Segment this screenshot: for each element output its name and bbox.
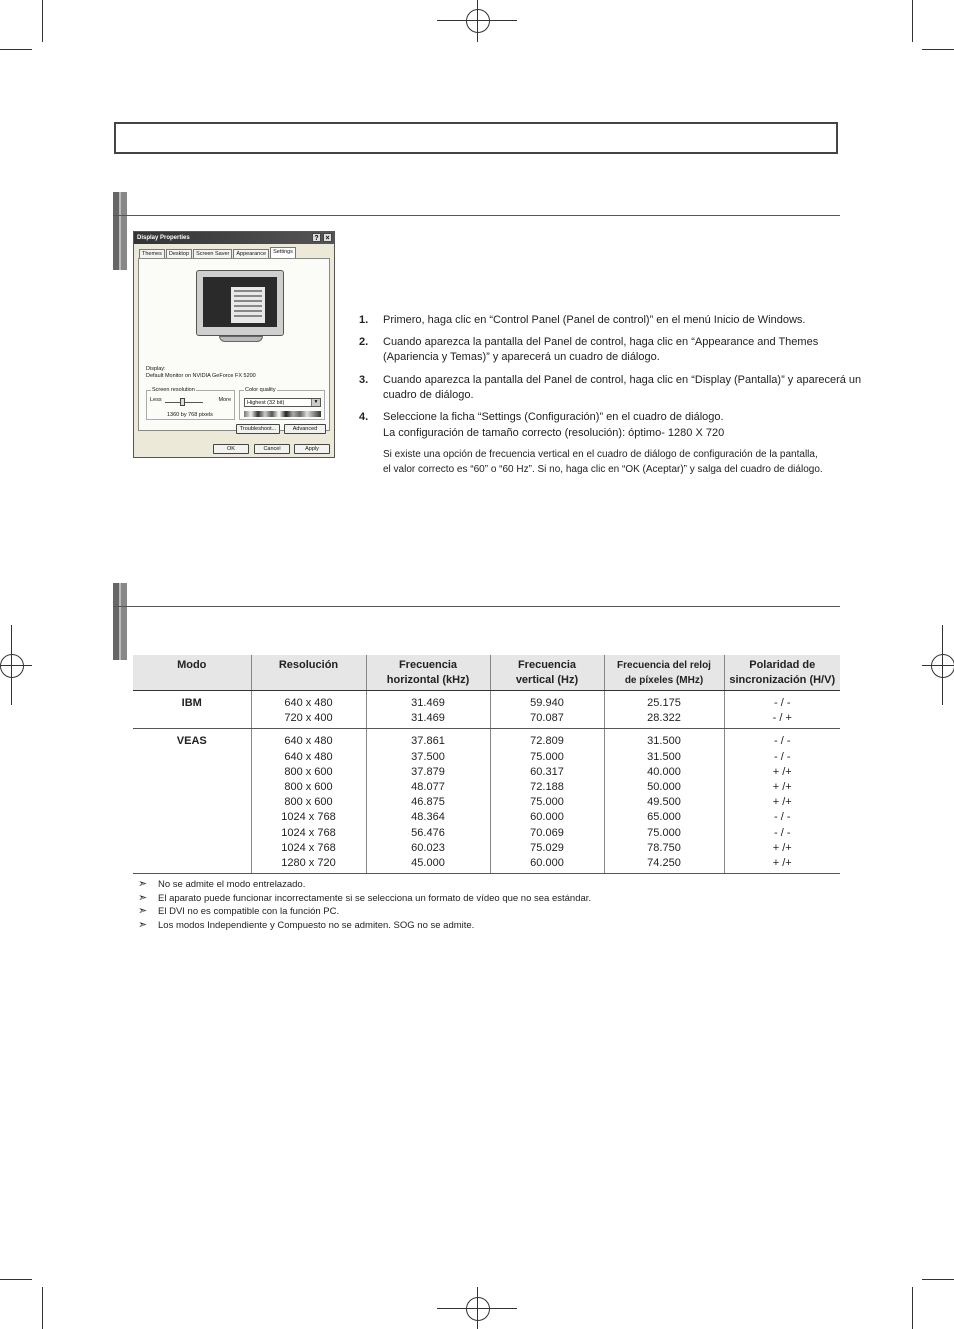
step-number: 1. xyxy=(359,314,369,326)
mode-cell: VEAS xyxy=(133,729,251,874)
color-group-label: Color quality xyxy=(245,387,276,393)
polarity-value: - / + xyxy=(772,712,792,725)
color-quality-select[interactable] xyxy=(244,398,321,407)
step-number: 4. xyxy=(359,411,369,423)
hfreq-value: 37.879 xyxy=(411,765,445,778)
pixclk-value: 25.175 xyxy=(647,697,681,709)
display-label: Display: xyxy=(146,366,166,372)
pixclk-value: 31.500 xyxy=(647,750,681,763)
screen-resolution-group xyxy=(146,387,235,420)
resolution-value: 1024 x 768 xyxy=(281,811,336,824)
pixclk-value: 78.750 xyxy=(647,841,681,854)
page-title-box xyxy=(114,122,838,154)
cancel-button[interactable]: Cancel xyxy=(254,444,290,454)
resolution-slider-thumb[interactable] xyxy=(180,398,185,406)
resolution-value: 640 x 480 xyxy=(284,750,333,763)
col-header-pixclk: Frecuencia del reloj de píxeles (MHz) xyxy=(604,655,724,691)
arrow-bullet-icon: ➣ xyxy=(138,891,148,904)
polarity-value: + /+ xyxy=(772,796,792,809)
tab-screen-saver[interactable]: Screen Saver xyxy=(193,249,232,258)
display-modes-table xyxy=(133,655,840,874)
footnote-text: Los modos Independiente y Compuesto no se admiten. SOG no se admite. xyxy=(158,920,475,932)
resolution-value: 1024 x 768 xyxy=(281,826,336,839)
polarity-cell xyxy=(724,691,840,729)
monitor-icon xyxy=(196,270,284,336)
footnote xyxy=(138,892,591,905)
section-bar-2 xyxy=(113,583,127,660)
polarity-value: - / - xyxy=(774,811,791,824)
table-header-row xyxy=(133,655,840,691)
step-text: Primero, haga clic en “Control Panel (Panel de control)” en el menú Inicio de Windows. xyxy=(383,314,806,326)
monitor-stand xyxy=(219,336,263,342)
resolution-value: 1280 x 720 xyxy=(281,857,336,870)
col-header-resolution: Resolución xyxy=(251,655,366,691)
color-quality-value: Highest (32 bit) xyxy=(247,400,285,406)
polarity-value: - / - xyxy=(774,735,791,748)
col-header-vfreq: Frecuencia vertical (Hz) xyxy=(490,655,604,691)
advanced-button[interactable]: Advanced xyxy=(284,424,326,434)
tab-desktop[interactable]: Desktop xyxy=(166,249,192,258)
arrow-bullet-icon: ➣ xyxy=(138,878,148,890)
step-text: Cuando aparezca la pantalla del Panel de control, haga clic en “Display (Pantalla)” y aparecerá un cuadro de diálogo. xyxy=(383,374,862,401)
pixclk-value: 74.250 xyxy=(647,857,681,870)
less-label: Less xyxy=(150,397,162,403)
hfreq-value: 46.875 xyxy=(411,796,445,809)
polarity-value: + /+ xyxy=(772,765,792,778)
footnote-text: El aparato puede funcionar incorrectamente si se selecciona un formato de vídeo que no sea estándar. xyxy=(158,892,592,904)
resolution-value: 800 x 600 xyxy=(284,765,333,778)
hfreq-value: 37.861 xyxy=(411,735,445,748)
pixclk-value: 50.000 xyxy=(647,781,681,794)
col-header-hfreq: Frecuencia horizontal (kHz) xyxy=(366,655,490,691)
hfreq-value: 31.469 xyxy=(411,697,445,709)
resolution-value: 1024 x 768 xyxy=(281,841,336,854)
apply-button[interactable]: Apply xyxy=(294,444,330,454)
hfreq-value: 45.000 xyxy=(411,857,445,870)
pixclk-value: 40.000 xyxy=(647,765,681,778)
vfreq-value: 72.809 xyxy=(530,735,564,748)
resolution-value: 640 x 480 xyxy=(284,697,333,709)
pixclk-cell xyxy=(604,729,724,874)
help-icon[interactable]: ? xyxy=(312,233,321,242)
polarity-value: + /+ xyxy=(772,857,792,870)
pixclk-value: 49.500 xyxy=(647,796,681,809)
resolution-value: 1360 by 768 pixels xyxy=(167,412,213,418)
hfreq-value: 37.500 xyxy=(411,750,445,763)
col-header-mode: Modo xyxy=(133,655,251,691)
dialog-title: Display Properties xyxy=(137,235,190,241)
vfreq-value: 75.000 xyxy=(530,750,564,763)
step-number: 2. xyxy=(359,336,369,348)
display-value: Default Monitor on NVIDIA GeForce FX 5200 xyxy=(146,373,256,379)
table-row xyxy=(133,691,840,729)
vfreq-value: 72.188 xyxy=(530,781,564,794)
hfreq-cell xyxy=(366,729,490,874)
section-divider-1 xyxy=(113,215,840,216)
ok-button[interactable]: OK xyxy=(213,444,249,454)
col-header-polarity: Polaridad de sincronización (H/V) xyxy=(724,655,840,691)
pixclk-cell xyxy=(604,691,724,729)
vfreq-cell xyxy=(490,691,604,729)
step-number: 3. xyxy=(359,374,369,386)
color-preview-bar xyxy=(244,411,321,417)
table-row xyxy=(133,729,840,874)
dialog-titlebar xyxy=(134,232,334,244)
hfreq-value: 48.364 xyxy=(411,811,445,824)
footnote xyxy=(138,878,305,891)
pixclk-value: 31.500 xyxy=(647,735,681,748)
display-properties-screenshot xyxy=(133,231,335,458)
settings-panel xyxy=(138,258,330,431)
note-line-2: el valor correcto es “60” o “60 Hz”. Si no, haga clic en “OK (Aceptar)” y salga del cuadro de diálogo. xyxy=(383,464,823,475)
polarity-value: - / - xyxy=(774,826,791,839)
polarity-value: + /+ xyxy=(772,841,792,854)
section-bar-1 xyxy=(113,192,127,270)
resolution-cell xyxy=(251,691,366,729)
dialog-tabs xyxy=(139,249,296,258)
vfreq-cell xyxy=(490,729,604,874)
polarity-value: - / - xyxy=(774,750,791,763)
arrow-bullet-icon: ➣ xyxy=(138,919,148,932)
tab-themes[interactable]: Themes xyxy=(139,249,165,258)
pixclk-value: 28.322 xyxy=(647,712,681,725)
hfreq-cell xyxy=(366,691,490,729)
close-icon[interactable]: × xyxy=(323,233,332,242)
resolution-value: 800 x 600 xyxy=(284,781,333,794)
footnote-text: El DVI no es compatible con la función PC. xyxy=(158,906,340,918)
step-text: Cuando aparezca la pantalla del Panel de control, haga clic en “Appearance and Themes (Apariencia y Temas)” y aparecerá un cuadro de diálogo. xyxy=(383,336,819,363)
vfreq-value: 60.317 xyxy=(530,765,564,778)
vfreq-value: 70.087 xyxy=(530,712,564,725)
polarity-value: + /+ xyxy=(772,781,792,794)
chevron-down-icon[interactable]: ▼ xyxy=(311,399,320,406)
vfreq-value: 70.069 xyxy=(530,826,564,839)
mode-cell: IBM xyxy=(133,691,251,729)
resolution-value: 640 x 480 xyxy=(284,735,333,748)
section-divider-2 xyxy=(113,606,840,607)
vfreq-value: 60.000 xyxy=(530,857,564,870)
vfreq-value: 59.940 xyxy=(530,697,564,709)
arrow-bullet-icon: ➣ xyxy=(138,905,148,918)
polarity-cell xyxy=(724,729,840,874)
pixclk-value: 65.000 xyxy=(647,811,681,824)
tab-settings[interactable]: Settings xyxy=(270,247,296,258)
troubleshoot-button[interactable]: Troubleshoot... xyxy=(236,424,280,434)
footnote xyxy=(138,905,339,918)
hfreq-value: 56.476 xyxy=(411,826,445,839)
vfreq-value: 75.000 xyxy=(530,796,564,809)
footnote-text: No se admite el modo entrelazado. xyxy=(158,879,306,890)
footnote xyxy=(138,919,474,932)
step-text: Seleccione la ficha “Settings (Configuración)” en el cuadro de diálogo. xyxy=(383,411,724,423)
resolution-value: 800 x 600 xyxy=(284,796,333,809)
more-label: More xyxy=(218,397,231,403)
resolution-group-label: Screen resolution xyxy=(152,387,195,393)
hfreq-value: 31.469 xyxy=(411,712,445,725)
color-quality-group xyxy=(239,387,325,420)
vfreq-value: 75.029 xyxy=(530,841,564,854)
resolution-value: 720 x 400 xyxy=(284,712,333,725)
vfreq-value: 60.000 xyxy=(530,811,564,824)
pixclk-value: 75.000 xyxy=(647,826,681,839)
hfreq-value: 48.077 xyxy=(411,781,445,794)
polarity-value: - / - xyxy=(774,697,791,709)
step-text-optimal: La configuración de tamaño correcto (resolución): óptimo- 1280 X 720 xyxy=(383,427,725,439)
note-line-1: Si existe una opción de frecuencia vertical en el cuadro de diálogo de configuración de la pantalla, xyxy=(383,449,818,460)
resolution-cell xyxy=(251,729,366,874)
tab-appearance[interactable]: Appearance xyxy=(233,249,269,258)
hfreq-value: 60.023 xyxy=(411,841,445,854)
